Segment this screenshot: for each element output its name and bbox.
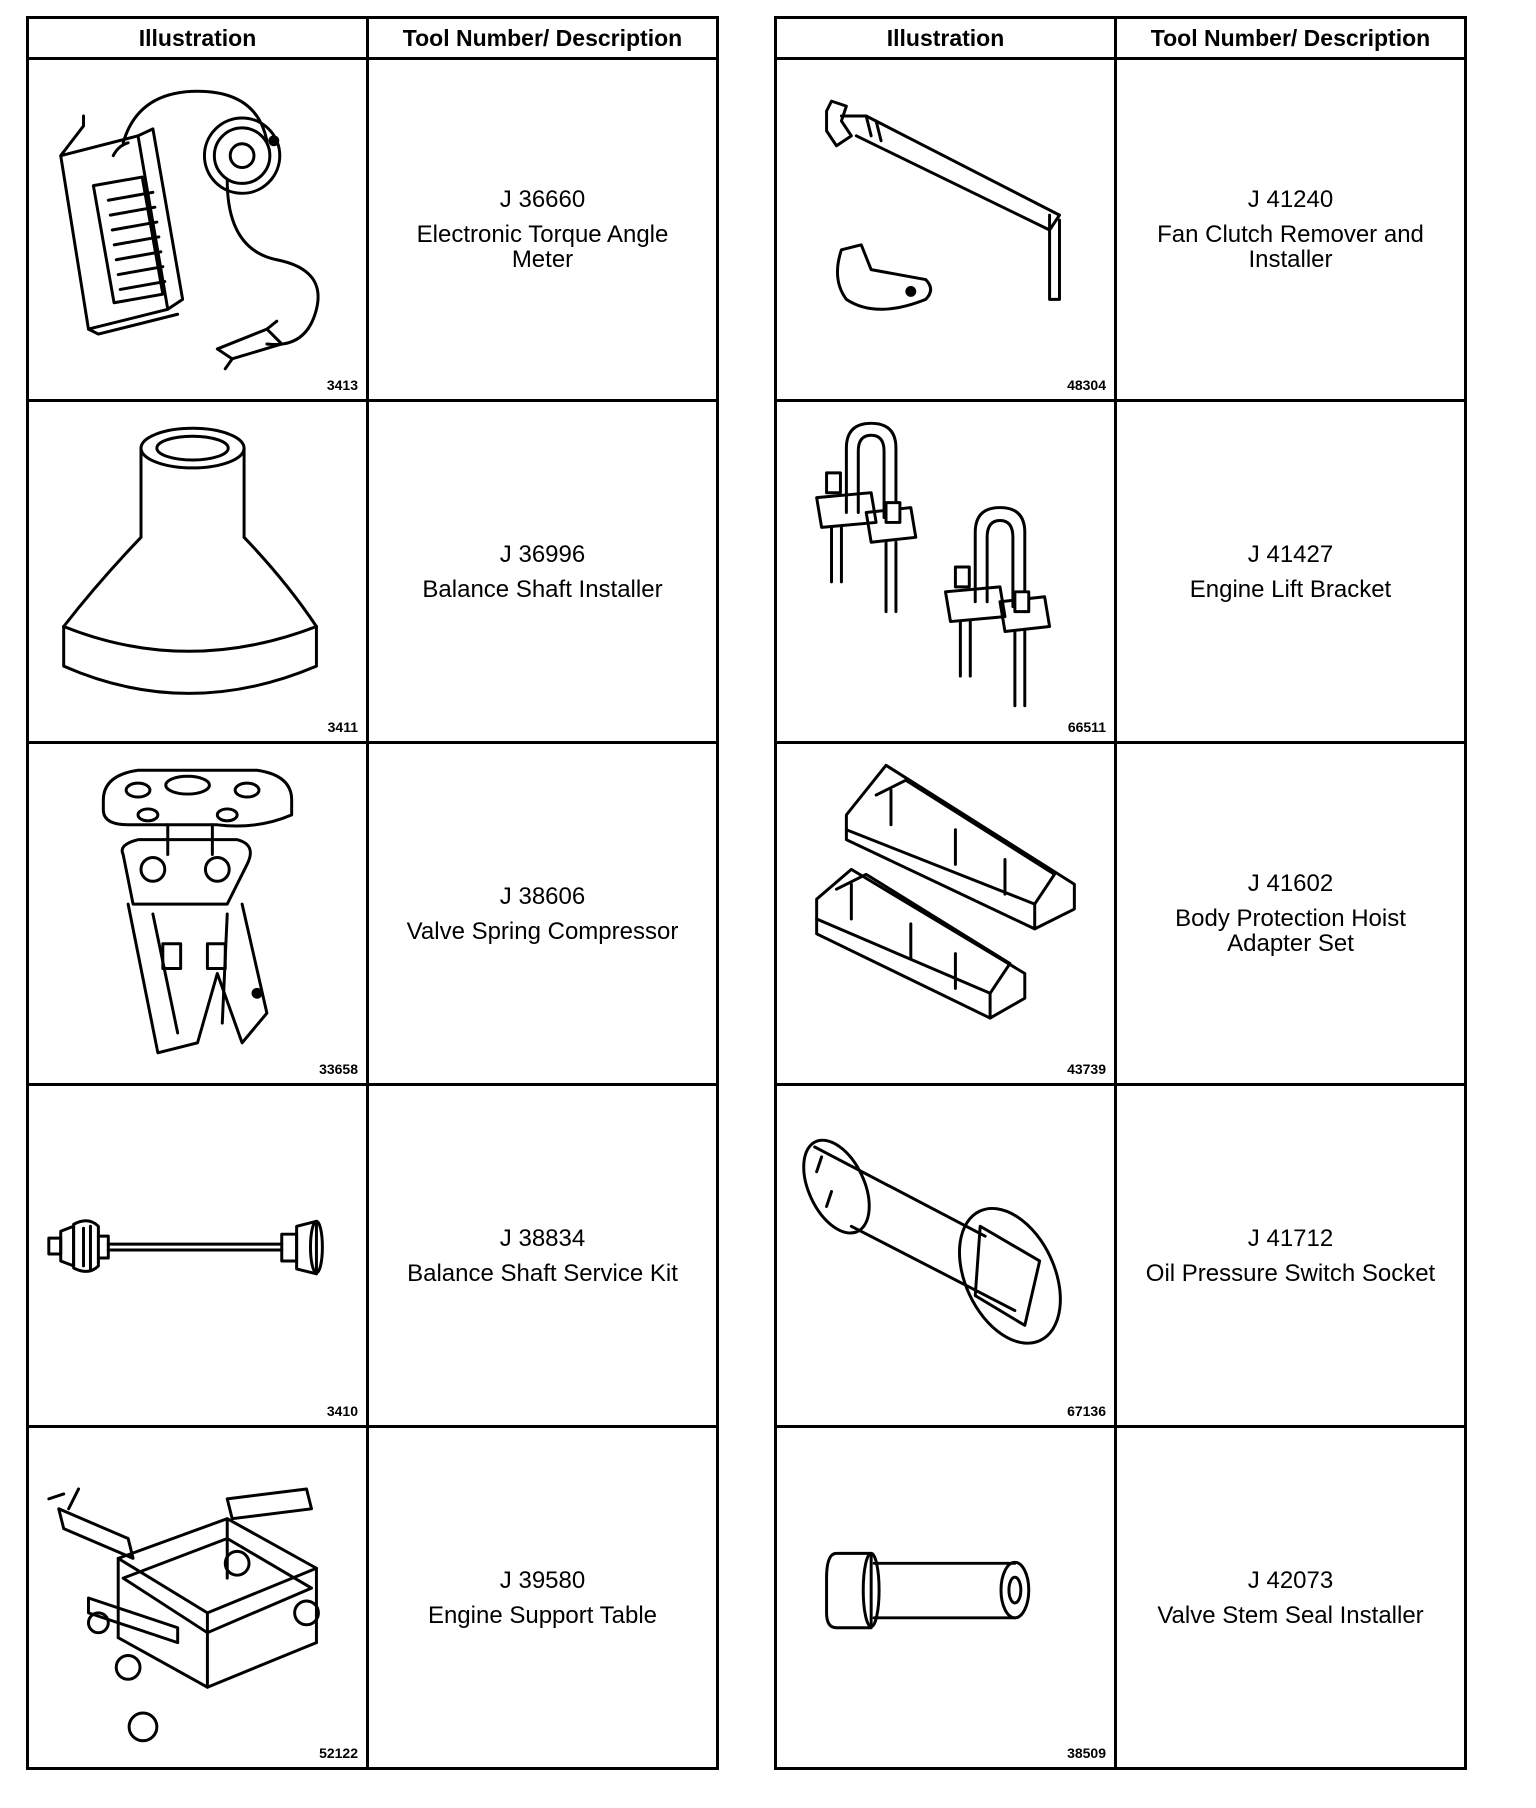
tool-description: Body Protection Hoist Adapter Set (1175, 905, 1406, 957)
hoist-adapter-icon (777, 744, 1114, 1083)
table-row (28, 743, 718, 1085)
table-row (776, 743, 1466, 1085)
tool-description-header: Tool Number/ Description (368, 18, 718, 59)
tool-number: J 41427 (1247, 540, 1334, 568)
tool-number: J 36996 (499, 540, 586, 568)
tool-number: J 38606 (499, 882, 586, 910)
fan-clutch-tool-icon (777, 60, 1114, 399)
tool-description: Electronic Torque Angle Meter (416, 221, 669, 273)
illustration-cell (776, 743, 1116, 1085)
description-cell (1116, 743, 1466, 1085)
tool-description: Oil Pressure Switch Socket (1145, 1259, 1436, 1287)
illustration-cell (28, 1427, 368, 1769)
description-cell (1116, 59, 1466, 401)
balance-shaft-installer-icon (29, 402, 366, 741)
figure-number: 43739 (1067, 1061, 1106, 1077)
valve-spring-compressor-icon (29, 744, 366, 1083)
description-cell (368, 743, 718, 1085)
table-row (776, 401, 1466, 743)
tool-description: Valve Spring Compressor (406, 917, 679, 945)
tool-number: J 42073 (1247, 1566, 1334, 1594)
tool-description: Engine Lift Bracket (1189, 575, 1392, 603)
description-cell (368, 1427, 718, 1769)
table-row (776, 1085, 1466, 1427)
figure-number: 3411 (327, 719, 358, 735)
tool-number: J 39580 (499, 1566, 586, 1594)
valve-stem-seal-installer-icon (777, 1428, 1114, 1767)
illustration-cell (776, 1427, 1116, 1769)
engine-lift-bracket-icon (777, 402, 1114, 741)
figure-number: 67136 (1067, 1403, 1106, 1419)
description-cell (368, 59, 718, 401)
figure-number: 52122 (319, 1745, 358, 1761)
tool-description: Valve Stem Seal Installer (1157, 1601, 1424, 1629)
illustration-header: Illustration (776, 18, 1116, 59)
special-tools-table-left (26, 16, 719, 1770)
figure-number: 48304 (1067, 377, 1106, 393)
tool-description-header: Tool Number/ Description (1116, 18, 1466, 59)
description-cell (1116, 1085, 1466, 1427)
special-tools-table-right (774, 16, 1467, 1770)
table-row (28, 1427, 718, 1769)
illustration-cell (28, 401, 368, 743)
engine-support-table-icon (29, 1428, 366, 1767)
figure-number: 33658 (319, 1061, 358, 1077)
tool-description: Fan Clutch Remover and Installer (1157, 221, 1424, 273)
table-row (28, 59, 718, 401)
balance-shaft-kit-icon (29, 1086, 366, 1425)
illustration-cell (28, 59, 368, 401)
illustration-header: Illustration (28, 18, 368, 59)
description-cell (368, 401, 718, 743)
tool-description: Engine Support Table (427, 1601, 658, 1629)
illustration-cell (28, 743, 368, 1085)
description-cell (1116, 401, 1466, 743)
table-header-row (776, 18, 1466, 59)
table-row (776, 1427, 1466, 1769)
tool-number: J 38834 (499, 1224, 586, 1252)
illustration-cell (776, 1085, 1116, 1427)
description-cell (368, 1085, 718, 1427)
figure-number: 3410 (326, 1403, 358, 1419)
table-row (776, 59, 1466, 401)
tool-number: J 41712 (1247, 1224, 1334, 1252)
illustration-cell (776, 401, 1116, 743)
tool-number: J 41602 (1247, 870, 1334, 897)
table-row (28, 401, 718, 743)
table-header-row (28, 18, 718, 59)
tool-number: J 41240 (1247, 186, 1334, 213)
oil-pressure-socket-icon (777, 1086, 1114, 1425)
description-cell (1116, 1427, 1466, 1769)
illustration-cell (28, 1085, 368, 1427)
figure-number: 38509 (1067, 1745, 1106, 1761)
figure-number: 3413 (326, 377, 358, 393)
tool-description: Balance Shaft Service Kit (407, 1259, 678, 1287)
illustration-cell (776, 59, 1116, 401)
figure-number: 66511 (1067, 719, 1106, 735)
table-row (28, 1085, 718, 1427)
torque-angle-meter-icon (29, 60, 366, 399)
tool-number: J 36660 (499, 186, 586, 213)
tool-description: Balance Shaft Installer (422, 575, 663, 603)
